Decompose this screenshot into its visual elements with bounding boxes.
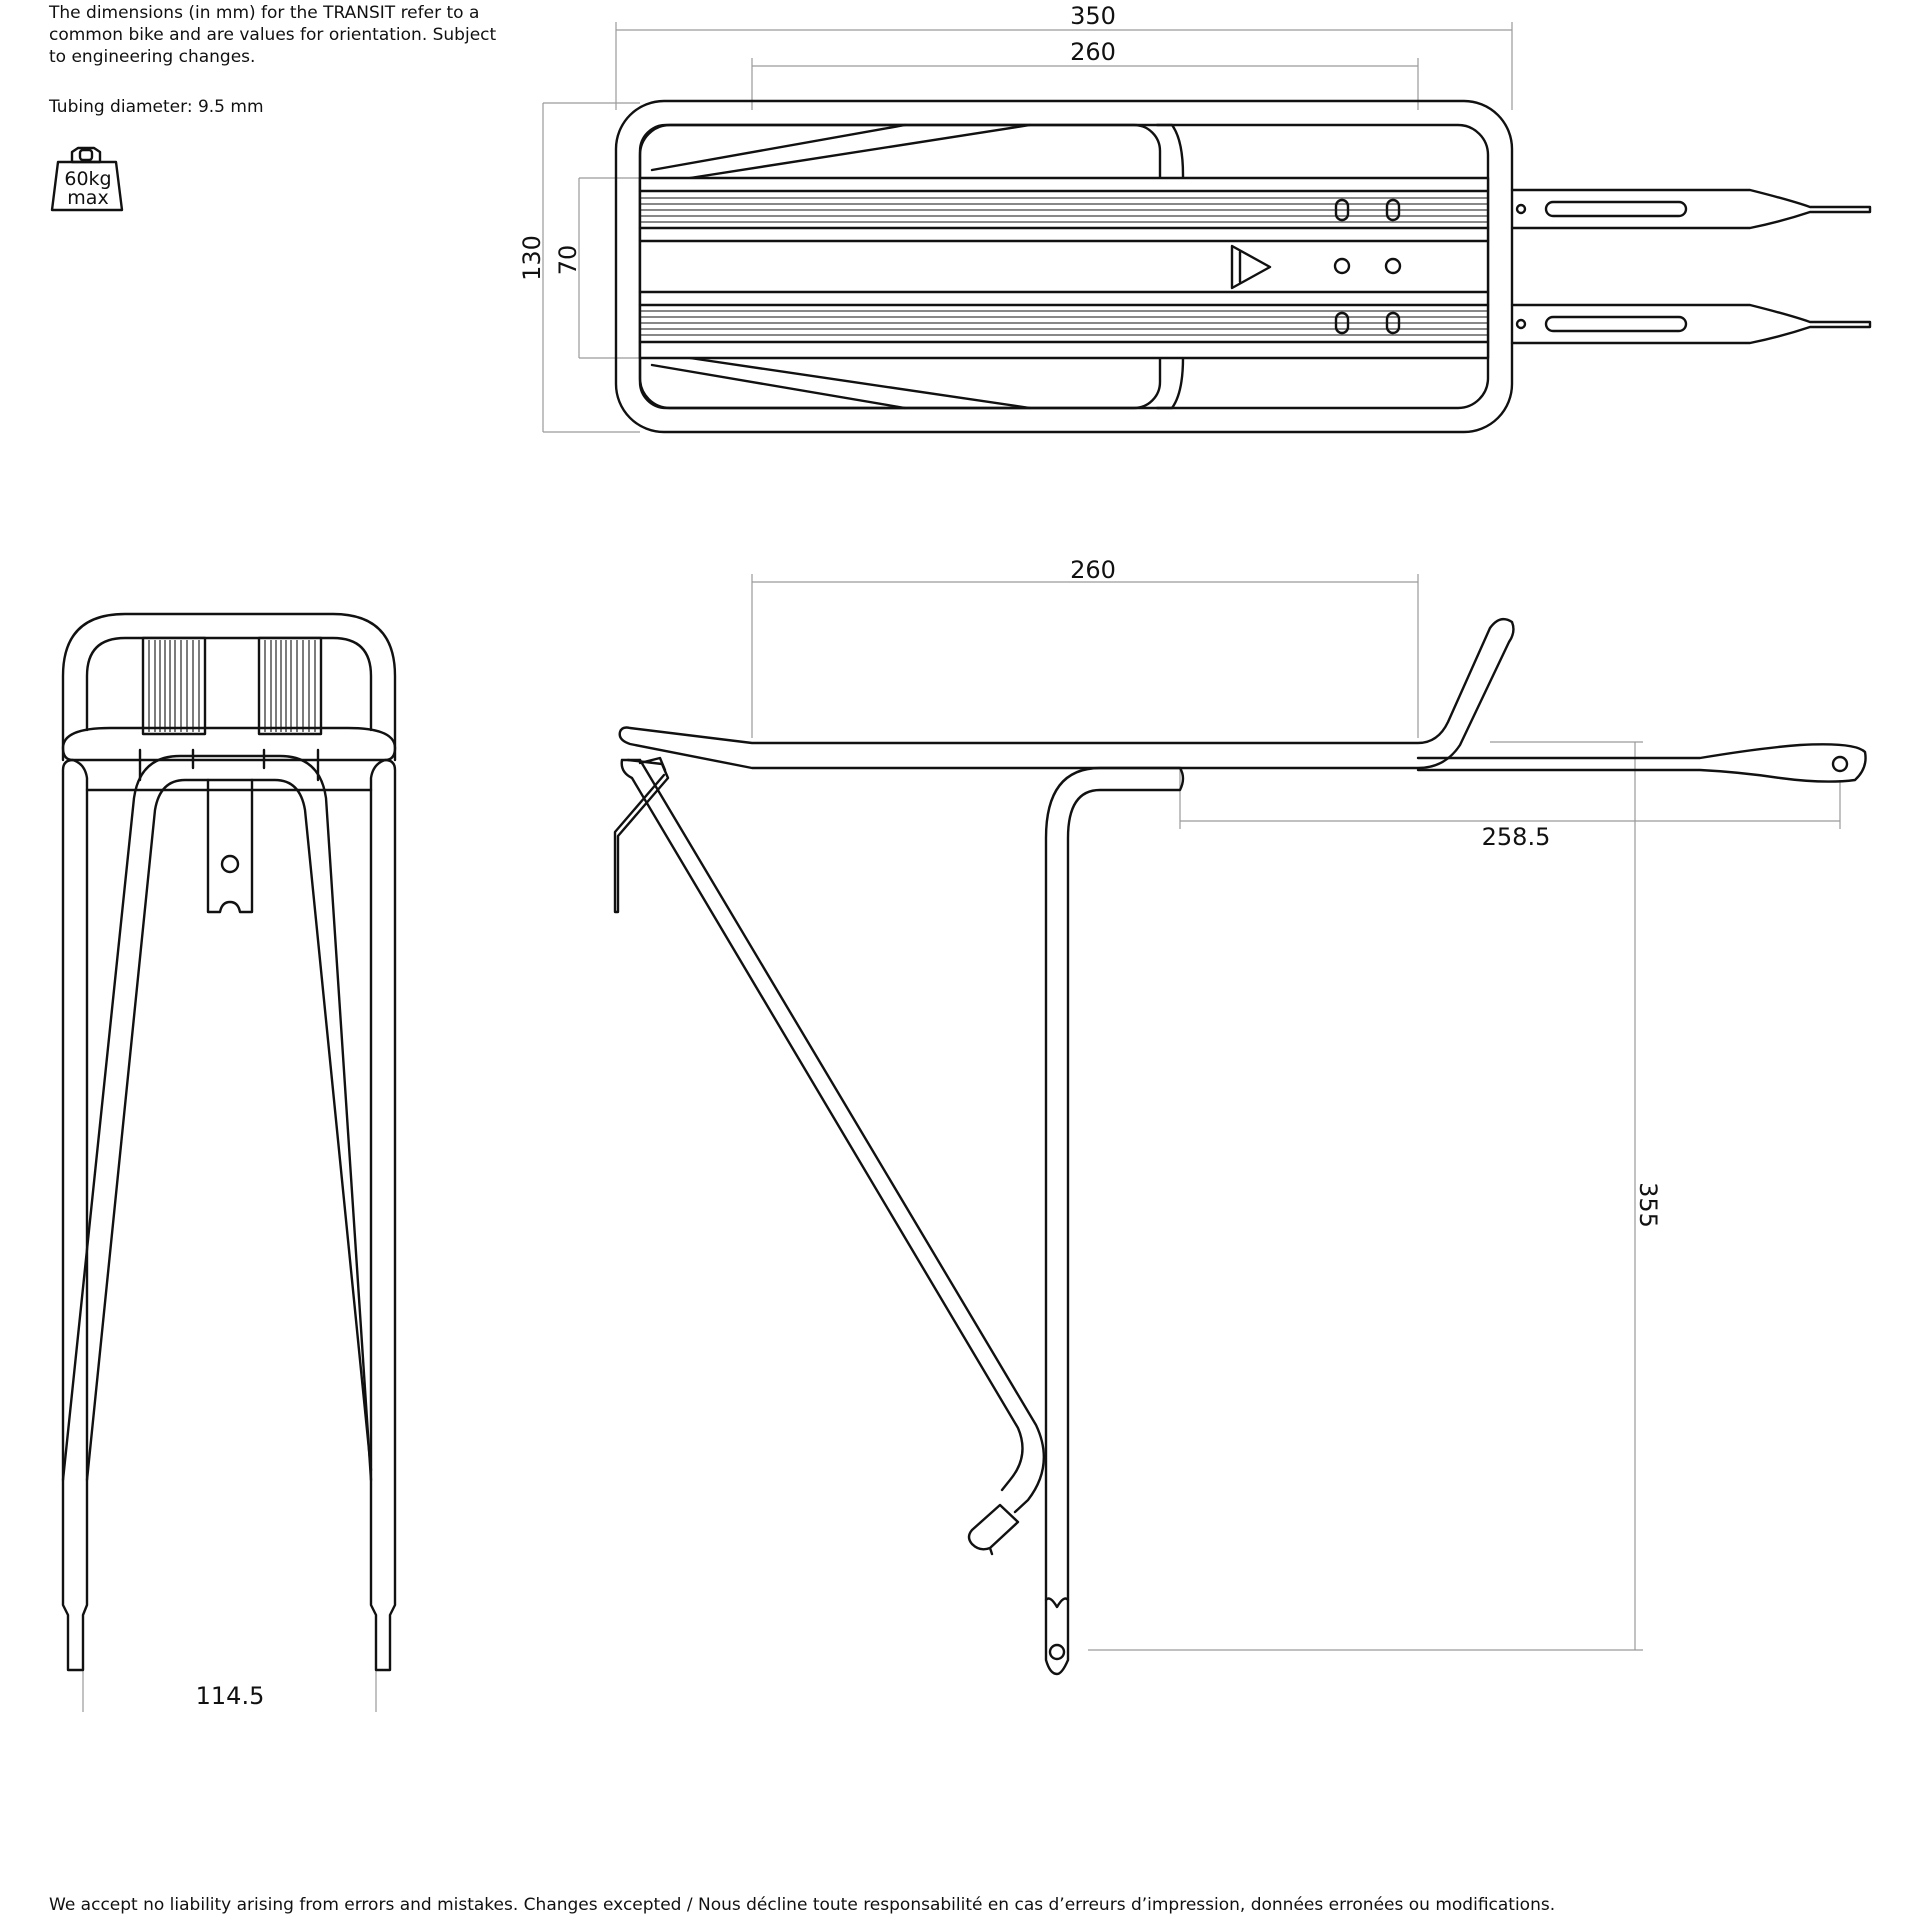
dim-width-platform: 260	[1070, 38, 1116, 66]
dim-width-overall: 350	[1070, 2, 1116, 30]
dim-platform-length: 260	[1070, 556, 1116, 584]
dim-depth-overall: 130	[518, 235, 546, 281]
tubing-diameter-note: Tubing diameter: 9.5 mm	[49, 97, 264, 117]
weight-unit: max	[67, 187, 109, 209]
dim-height: 355	[1634, 1182, 1662, 1228]
top-view	[518, 2, 1870, 432]
dim-strut-spacing: 114.5	[195, 1682, 265, 1710]
foot-cap	[969, 1505, 1018, 1549]
side-view	[615, 556, 1866, 1674]
dim-stay-length: 258.5	[1481, 823, 1551, 851]
disclaimer-footer: We accept no liability arising from errors and mistakes. Changes excepted / Nous décline toute responsabilité en cas d’erreurs d’impression, données erronées ou modifications.	[49, 1895, 1556, 1915]
dim-depth-inner: 70	[554, 244, 582, 276]
dimensions-note: The dimensions (in mm) for the TRANSIT refer to a common bike and are values for orientation. Subject to engineering changes.	[49, 3, 497, 67]
weight-icon	[52, 148, 122, 210]
weight-value: 60kg	[64, 168, 112, 190]
rear-view	[63, 614, 395, 1712]
